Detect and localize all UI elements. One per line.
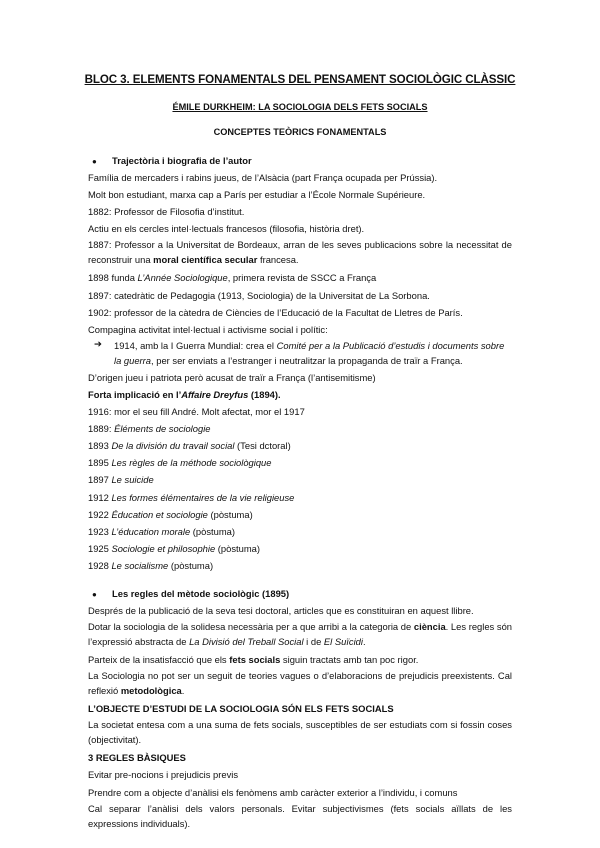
document-subtitle: ÉMILE DURKHEIM: LA SOCIOLOGIA DELS FETS SOCIALS [172,102,428,112]
work-year: 1895 [88,457,112,469]
method-paragraph: La Sociologia no pot ser un seguit de teories vagues o d’elaboracions de prejudicis preexistents. Cal reflexió metodològica. [88,670,512,697]
work-title: De la división du travail social [111,440,235,452]
bio-line: 1902: professor de la càtedra de Ciències de l’Educació de la Facultat de Lletres de París. [88,306,463,318]
work-title: Le socialisme [111,559,169,571]
work-year: 1912 [88,491,112,503]
arrow-list-item [88,338,512,369]
work-item [88,454,512,471]
rule-line: Evitar pre-nocions i prejudicis previs [88,769,239,781]
work-title: Éducation et sociologie [111,508,208,520]
document-title: BLOC 3. ELEMENTS FONAMENTALS DEL PENSAMENT SOCIOLÒGIC CLÀSSIC [84,73,516,86]
work-title: Éléments de sociologie [114,423,211,435]
work-title: Le suicide [111,474,154,486]
work-title: Sociologie et philosophie [111,542,216,554]
arrow-item-text: 1914, amb la I Guerra Mundial: crea el Comité per a la Publicació d’estudis i documents sobre la guerra, per ser enviats a l’estranger i neutralitzar la propaganda de traïr a França. [114,339,505,367]
work-title: L’éducation morale [111,525,191,537]
work-year: 1897 [88,474,112,486]
bio-line: Família de mercaders i rabins jueus, de l’Alsàcia (part França ocupada per Prússia). [88,172,438,184]
works-list [88,420,512,574]
rules-heading: 3 REGLES BÀSIQUES [88,752,186,764]
arrow-icon: ➔ [94,337,102,349]
bio-line: Forta implicació en l’Affaire Dreyfus (1894). [88,388,281,400]
work-year: 1923 [88,525,112,537]
work-year: 1928 [88,559,112,571]
work-title: Les règles de la méthode sociològique [111,457,272,469]
work-note: (pòstuma) [190,525,235,537]
bullet-heading-method: ● Les regles del mètode sociològic (1895) [88,585,512,602]
bio-line: Compagina activitat intel·lectual i activisme social i polític: [88,323,328,335]
work-note: (pòstuma) [168,559,214,571]
bio-line: 1916: mor el seu fill André. Molt afectat, mor el 1917 [88,406,305,418]
work-year: 1889: [88,423,115,435]
work-year: 1893 [88,440,112,452]
work-item [88,506,512,523]
work-title: Les formes élémentaires de la vie religieuse [111,491,295,503]
work-year: 1922 [88,508,112,520]
section-heading: CONCEPTES TEÒRICS FONAMENTALS [213,127,387,137]
work-note: (Tesi dctoral) [234,440,291,452]
bullet-icon: ● [92,589,97,599]
work-item [88,471,512,488]
bullet-icon: ● [92,157,97,166]
work-note: (pòstuma) [215,542,261,554]
work-item [88,437,512,454]
bio-line: Molt bon estudiant, marxa cap a París per estudiar a l’École Normale Supérieure. [88,189,426,201]
bio-line: 1898 funda L’Année Sociologique, primera revista de SSCC a França [88,272,377,284]
work-item [88,540,512,557]
method-paragraph: La societat entesa com a una suma de fets socials, susceptibles de ser estudiats com si fossin coses (objectivitat). [88,719,512,746]
work-item [88,420,512,437]
method-line: Parteix de la insatisfacció que els fets socials siguin tractats amb tan poc rigor. [88,654,419,666]
bio-line: 1882: Professor de Filosofia d’institut. [88,206,245,218]
method-line: Després de la publicació de la seva tesi doctoral, articles que es constituiran en aquest llibre. [88,605,474,617]
bio-paragraph: 1887: Professor a la Universitat de Bordeaux, arran de les seves publicacions sobre la necessitat de reconstruir una moral científica secular francesa. [88,239,512,266]
work-year: 1925 [88,542,112,554]
rule-paragraph: Cal separar l’anàlisi dels valors personals. Evitar subjectivismes (fets socials aïllats de les expressions individuals). [88,802,512,829]
document-body [88,152,512,833]
bio-line: Actiu en els cercles intel·lectuals francesos (filosofia, història dret). [88,223,365,235]
work-item [88,489,512,506]
bio-line: D’origen jueu i patriota però acusat de traïr a França (l’antisemitisme) [88,371,376,383]
rule-line: Prendre com a objecte d’anàlisi els fenòmens amb caràcter exterior a l’individu, i comuns [88,786,458,798]
method-paragraph: Dotar la sociologia de la solidesa necessària per a que arribi a la categoria de ciència. Les regles són l’expressió abstracta de La Divisió del Treball Social i de El Suïcidi. [88,621,512,648]
object-heading: L’OBJECTE D’ESTUDI DE LA SOCIOLOGIA SÓN ELS FETS SOCIALS [88,703,394,715]
work-note: (pòstuma) [207,508,253,520]
bio-line: 1897: catedràtic de Pedagogia (1913, Sociologia) de la Universitat de La Sorbona. [88,289,430,301]
work-item [88,523,512,540]
bullet-heading-biography: ● Trajectòria i biografia de l’autor [88,152,512,169]
work-item [88,557,512,574]
